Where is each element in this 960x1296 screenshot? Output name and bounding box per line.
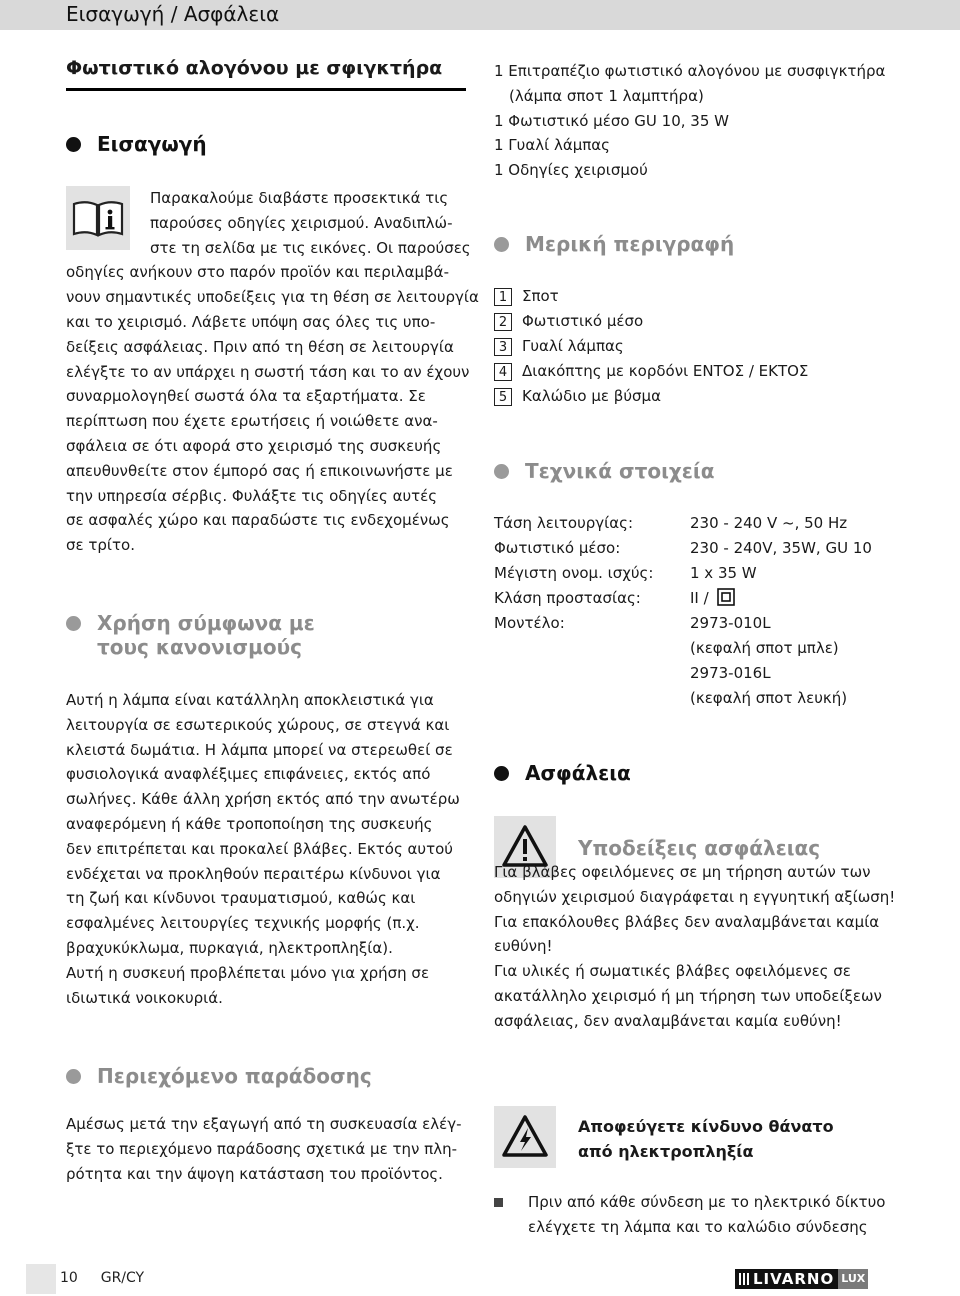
section-intended-use-heading: Χρήση σύμφωνα με τους κανονισμούς — [66, 611, 315, 659]
section-bullet-icon — [494, 464, 509, 479]
list-item: 5 Καλώδιο με βύσμα — [494, 384, 808, 409]
page-footer — [60, 1270, 144, 1286]
protection-class-ii-icon — [717, 588, 735, 606]
technical-specs — [494, 511, 872, 711]
page-title: Φωτιστικό αλογόνου με σφιγκτήρα — [66, 57, 443, 79]
section-technical-heading: Τεχνικά στοιχεία — [494, 459, 714, 483]
spec-row: 2973-016L — [690, 664, 771, 682]
electric-warning-heading: Αποφεύγετε κίνδυνο θάνατο από ηλεκτροπληξία — [578, 1117, 834, 1161]
part-number-box: 4 — [494, 363, 512, 381]
section-description-heading: Μερική περιγραφή — [494, 232, 734, 256]
spec-row: (κεφαλή σποτ λευκή) — [690, 689, 848, 707]
header-title: Εισαγωγή / Ασφάλεια — [66, 2, 280, 26]
spec-row: Φωτιστικό μέσο: 230 - 240V, 35W, GU 10 — [494, 539, 872, 557]
section-bullet-icon — [66, 1069, 81, 1084]
page-number-box — [26, 1264, 56, 1294]
intro-paragraph-body: οδηγίες ανήκουν στο παρόν προϊόν και περιλαμβά- νουν σημαντικές υποδείξεις για τη θέση σε λειτουργία και το χειρισμό. Λάβετε υπόψη σας όλες τις υπο- δείξεις ασφάλειας. Πριν από τη θέση σε λειτουργία ελέγξτε το αν υπάρχει η σωστή τάση και το αν έχουν συναρμολογηθεί σωστά όλα τα εξαρτήματα. Σε περίπτωση που έχετε ερωτήσεις ή νοιώθετε ανα- σφάλεια σε ότι αφορά στο χειρισμό της συσκευής απευθυνθείτε στον έμπορό σας ή επικοινωνήστε με την υπηρεσία σέρβις. Φυλάξτε τις οδηγίες αυτές σε ασφαλές χώρο και παραδώστε τις ενδεχομένως σε τρίτο. — [66, 263, 479, 555]
list-item: 1 Σποτ — [494, 284, 808, 309]
part-number-box: 5 — [494, 388, 512, 406]
list-item: 1 Φωτιστικό μέσο GU 10, 35 W — [494, 111, 729, 130]
page-number: 10 — [60, 1270, 78, 1286]
spec-row: Τάση λειτουργίας: 230 - 240 V ~, 50 Hz — [494, 514, 848, 532]
square-bullet-icon — [494, 1198, 503, 1207]
list-item: (λάμπα σποτ 1 λαμπτήρα) — [509, 86, 704, 105]
parts-list — [494, 284, 808, 409]
info-book-icon — [66, 186, 130, 250]
list-item: 3 Γυαλί λάμπας — [494, 334, 808, 359]
section-bullet-icon — [66, 137, 81, 152]
part-number-box: 1 — [494, 288, 512, 306]
locale-code: GR/CY — [100, 1270, 145, 1286]
title-underline — [66, 88, 466, 91]
section-safety-heading: Ασφάλεια — [494, 761, 631, 785]
part-number-box: 2 — [494, 313, 512, 331]
list-item: 2 Φωτιστικό μέσο — [494, 309, 808, 334]
electric-bullet-text: Πριν από κάθε σύνδεση με το ηλεκτρικό δίκτυο ελέγχετε τη λάμπα και το καλώδιο σύνδεσης — [528, 1193, 886, 1236]
list-item: 1 Οδηγίες χειρισμού — [494, 161, 648, 180]
section-intro-heading: Εισαγωγή — [66, 132, 207, 156]
package-paragraph: Αμέσως μετά την εξαγωγή από τη συσκευασία ελέγ- ξτε το περιεχόμενο παράδοσης σχετικά με την πλη- ρότητα και την άψογη κατάσταση του προϊόντος. — [66, 1115, 462, 1183]
safety-subheading: Υποδείξεις ασφάλειας — [578, 836, 821, 860]
section-bullet-icon — [494, 766, 509, 781]
list-item: 1 Επιτραπέζιο φωτιστικό αλογόνου με συσφιγκτήρα — [494, 62, 886, 80]
brand-logo: LIVARNO LUX — [735, 1268, 868, 1290]
spec-row: (κεφαλή σποτ μπλε) — [690, 639, 839, 657]
intended-use-paragraph: Αυτή η λάμπα είναι κατάλληλη αποκλειστικά για λειτουργία σε εσωτερικούς χώρους, σε στεγνά και κλειστά δωμάτια. Η λάμπα μπορεί να στερεωθεί σε φυσιολογικά αναφλέξιμες επιφάνειες, εκτός από σωλήνες. Κάθε άλλη χρήση εκτός από την ανωτέρω αναφερόμενη ή κάθε τροποποίηση της συσκευής δεν επιτρέπεται και προκαλεί βλάβες. Εκτός αυτού ενδέχεται να προκληθούν περαιτέρω κίνδυνοι για τη ζωή και κίνδυνοι τραυματισμού, καθώς και εσφαλμένες λειτουργίες τεχνικής μορφής (π.χ. βραχυκύκλωμα, πυρκαγιά, ηλεκτροπληξία). Αυτή η συσκευή προβλέπεται μόνο για χρήση σε ιδιωτικά νοικοκυριά. — [66, 691, 460, 1007]
electric-hazard-icon — [494, 1106, 556, 1168]
logo-bars-icon — [739, 1273, 749, 1285]
list-item: 1 Γυαλί λάμπας — [494, 136, 610, 155]
intro-paragraph-head: Παρακαλούμε διαβάστε προσεκτικά τις παρούσες οδηγίες χειρισμού. Αναδιπλώ- στε τη σελίδα με τις εικόνες. Οι παρούσες — [150, 189, 471, 257]
section-bullet-icon — [66, 616, 81, 631]
spec-row: Μέγιστη ονομ. ισχύς: 1 x 35 W — [494, 564, 757, 582]
list-item: 4 Διακόπτης με κορδόνι ΕΝΤΟΣ / ΕΚΤΟΣ — [494, 359, 808, 384]
safety-paragraph: Για βλάβες οφειλόμενες σε μη τήρηση αυτών των οδηγιών χειρισμού διαγράφεται η εγγυητική αξίωση! Για επακόλουθες βλάβες δεν αναλαμβάνεται καμία ευθύνη! Για υλικές ή σωματικές βλάβες οφειλόμενες σε ακατάλληλο χειρισμό ή μη τήρηση των υποδείξεων ασφάλειας, δεν αναλαμβάνεται καμία ευθύνη! — [494, 863, 896, 1030]
section-bullet-icon — [494, 237, 509, 252]
spec-row: Μοντέλο: 2973-010L — [494, 614, 771, 632]
part-number-box: 3 — [494, 338, 512, 356]
section-package-heading: Περιεχόμενο παράδοσης — [66, 1064, 372, 1088]
package-items-list — [494, 59, 885, 183]
spec-row: Κλάση προστασίας: II / — [494, 586, 872, 611]
